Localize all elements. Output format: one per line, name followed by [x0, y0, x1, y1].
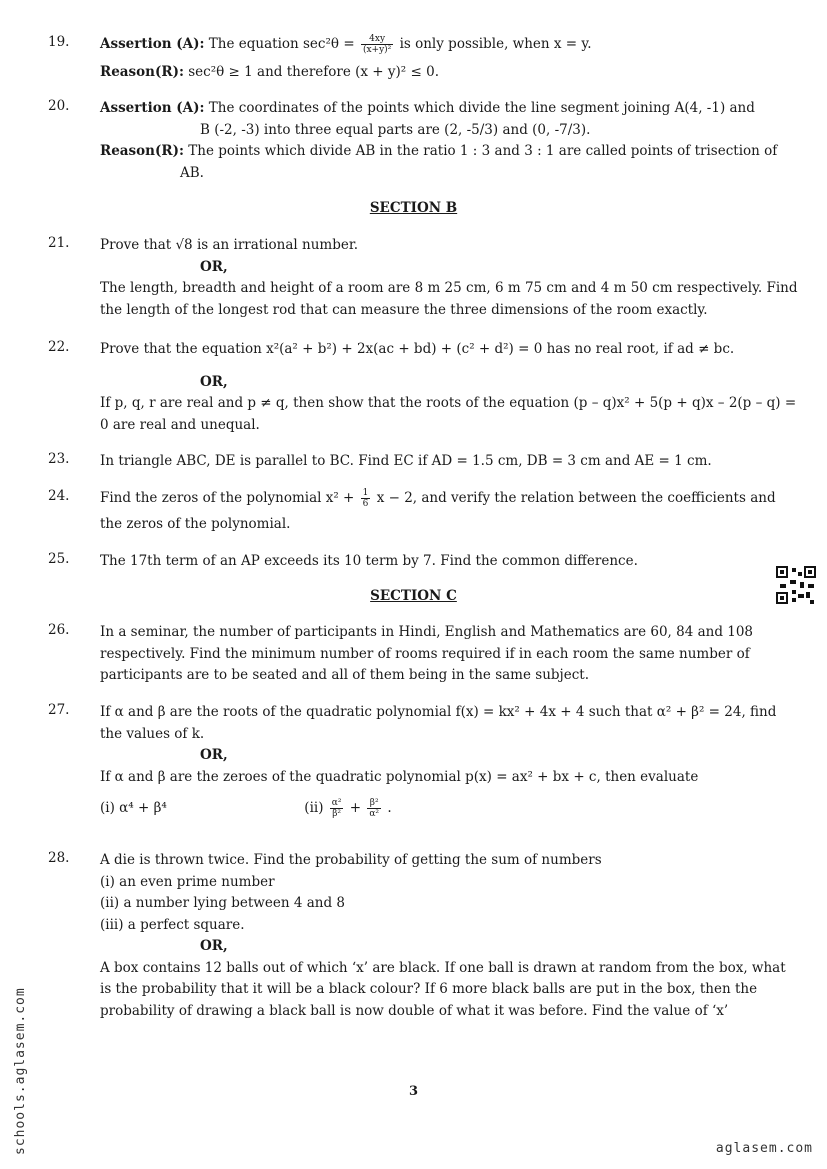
- question-text-tail: x − 2, and verify the relation between the coefficients and: [376, 490, 776, 506]
- fraction: $\frac{\text{β²}}{\text{α²}}$: [369, 798, 380, 819]
- fraction: $\frac{4xy}{\text{(x+y)²}}$: [362, 34, 392, 55]
- question-text: In triangle ABC, DE is parallel to BC. Find EC if AD = 1.5 cm, DB = 3 cm and AE = 1 cm.: [100, 453, 712, 469]
- question-text: In a seminar, the number of participants in Hindi, English and Mathematics are 60, 84 and 108: [100, 624, 754, 640]
- assertion-text-continued: B (-2, -3) into three equal parts are (2, -5/3) and (0, -7/3).: [200, 121, 591, 138]
- assertion-text: The equation sec²θ =: [208, 36, 355, 52]
- question-text: the values of k.: [100, 725, 205, 742]
- question-text: Find the zeros of the polynomial x² +: [100, 490, 355, 506]
- question-number: 22.: [48, 339, 70, 355]
- period: .: [387, 800, 392, 816]
- question-text: participants are to be seated and all of them being in the same subject.: [100, 667, 589, 683]
- question-text: The length, breadth and height of a room are 8 m 25 cm, 6 m 75 cm and 4 m 50 cm respectively. Find: [100, 280, 798, 296]
- question-text: the zeros of the polynomial.: [100, 515, 291, 532]
- question-text: Prove that the equation x²(a² + b²) + 2x(ac + bd) + (c² + d²) = 0 has no real root, if ad ≠ bc.: [100, 341, 735, 357]
- question-number: 27.: [48, 702, 70, 718]
- question-text: the length of the longest rod that can measure the three dimensions of the room exactly.: [100, 301, 708, 318]
- or-label: OR,: [200, 938, 228, 954]
- section-c-heading: SECTION C: [370, 588, 457, 604]
- or-label: OR,: [200, 258, 228, 275]
- plus-sign: +: [349, 800, 362, 816]
- question-text: If p, q, r are real and p ≠ q, then show that the roots of the equation (p – q)x² + 5(p + q)x – 2(p – q) =: [100, 395, 797, 411]
- question-number: 21.: [48, 235, 70, 251]
- fraction: $\frac{\text{α²}}{\text{β²}}$: [331, 798, 342, 819]
- question-number: 28.: [48, 850, 70, 866]
- question-text: A die is thrown twice. Find the probability of getting the sum of numbers: [100, 852, 602, 868]
- reason-text-continued: AB.: [180, 164, 204, 181]
- question-number: 20.: [48, 98, 70, 114]
- question-text: (iii) a perfect square.: [100, 916, 245, 933]
- question-text: (i) an even prime number: [100, 873, 275, 890]
- section-b-heading: SECTION B: [369, 200, 458, 216]
- question-text: If α and β are the zeroes of the quadratic polynomial p(x) = ax² + bx + c, then evaluate: [100, 768, 699, 785]
- reason-label: Reason(R):: [100, 143, 184, 159]
- question-text: If α and β are the roots of the quadratic polynomial f(x) = kx² + 4x + 4 such that α² + β² = 24, find: [100, 704, 777, 720]
- part-i: (i) α⁴ + β⁴: [100, 800, 167, 816]
- question-number: 25.: [48, 551, 70, 567]
- assertion-label: Assertion (A):: [100, 36, 205, 52]
- or-label: OR,: [200, 747, 228, 763]
- page-number: 3: [408, 1084, 419, 1099]
- fraction: $\frac{1}{6}$: [362, 488, 369, 509]
- question-number: 23.: [48, 451, 70, 467]
- assertion-text: The coordinates of the points which divide the line segment joining A(4, -1) and: [208, 100, 755, 116]
- reason-label: Reason(R):: [100, 63, 184, 80]
- question-number: 24.: [48, 488, 70, 504]
- question-text: probability of drawing a black ball is now double of what it was before. Find the value of ‘x’: [100, 1002, 729, 1019]
- question-text: (ii) a number lying between 4 and 8: [100, 895, 345, 911]
- part-ii-label: (ii): [304, 800, 324, 816]
- question-text: Prove that √8 is an irrational number.: [100, 237, 359, 253]
- question-text: The 17th term of an AP exceeds its 10 term by 7. Find the common difference.: [100, 553, 638, 569]
- question-text: respectively. Find the minimum number of rooms required if in each room the same number of: [100, 645, 750, 662]
- reason-text: sec²θ ≥ 1 and therefore (x + y)² ≤ 0.: [188, 63, 439, 80]
- assertion-text-tail: is only possible, when x = y.: [399, 36, 592, 52]
- question-number: 19.: [48, 34, 70, 50]
- reason-text: The points which divide AB in the ratio 1 : 3 and 3 : 1 are called points of trisection of: [188, 143, 778, 159]
- question-text: 0 are real and unequal.: [100, 416, 260, 433]
- corner-watermark: aglasem.com: [715, 1141, 813, 1156]
- side-watermark: schools.aglasem.com: [13, 987, 28, 1155]
- assertion-label: Assertion (A):: [100, 100, 205, 116]
- question-text: A box contains 12 balls out of which ‘x’ are black. If one ball is drawn at random from the box, what: [100, 959, 786, 976]
- or-label: OR,: [200, 373, 228, 390]
- question-text: is the probability that it will be a black colour? If 6 more black balls are put in the box, then the: [100, 981, 758, 997]
- question-number: 26.: [48, 622, 70, 638]
